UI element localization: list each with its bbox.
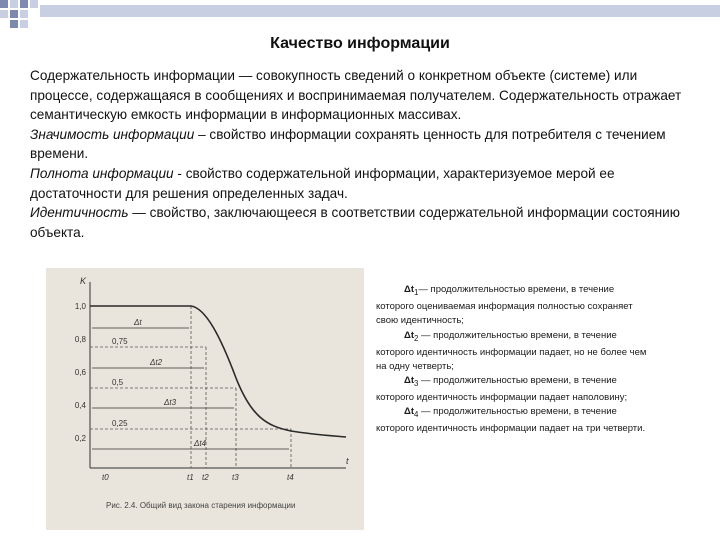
legend-text: — продолжительностью времени, в течение которого идентичность информации падает, но не более чем на одну четверть; (376, 329, 647, 372)
definition-significance: – свойство информации сохранять ценность для потребителя с течением времени. (30, 126, 666, 162)
deco-square-light-4 (20, 10, 28, 18)
x-axis-label: t (346, 456, 349, 466)
deco-square-light-3 (0, 10, 8, 18)
paragraph-content: Содержательность информации — совокупность сведений о конкретном объекте (системе) или процессе, содержащаяся в сообщениях и воспринимаемая получателем. Содержательность отражает семантическую емкость информации в информационных массивах. (30, 68, 682, 123)
y-tick-label: 0,8 (74, 335, 86, 344)
figure-background (46, 268, 364, 530)
deco-square-light-1 (10, 0, 18, 8)
x-tick-label: t1 (187, 473, 194, 482)
body-text (30, 66, 698, 242)
interval-label: Δt (134, 318, 142, 327)
term-completeness: Полнота информации (30, 165, 174, 181)
deco-square-light-2 (30, 0, 38, 8)
deco-square-light-5 (20, 20, 28, 28)
term-significance: Значимость информации (30, 126, 195, 142)
deco-square-dark-2 (20, 0, 28, 8)
deco-bar (40, 5, 720, 17)
slide-title: Качество информации (270, 35, 450, 52)
paragraph-significance (30, 125, 698, 164)
x-tick-label: t0 (102, 473, 109, 482)
legend-symbol: Δt (404, 284, 414, 295)
legend (376, 283, 651, 437)
definition-identity: — свойство, заключающееся в соответствии содержательной информации состоянию объекта. (30, 205, 680, 240)
x-tick-label: t2 (202, 473, 209, 482)
legend-text: — продолжительностью времени, в течение которого оцениваемая информация полностью сохраняет свою идентичность; (376, 284, 633, 327)
deco-square-dark-1 (0, 0, 8, 8)
definition-completeness: - свойство содержательной информации, характеризуемое мерой ее достаточности для решения определенных задач. (30, 165, 615, 201)
figure-caption: Рис. 2.4. Общий вид закона старения информации (106, 501, 296, 510)
level-label: 0,75 (112, 337, 128, 346)
legend-subscript: 1 (414, 287, 419, 297)
term-identity: Идентичность (30, 205, 129, 221)
deco-square-dark-3 (10, 10, 18, 18)
x-tick-label: t4 (287, 473, 294, 482)
y-tick-label: 0,6 (74, 368, 86, 377)
paragraph-completeness (30, 164, 698, 203)
y-axis-label: K (79, 276, 86, 286)
legend-symbol: Δt (404, 375, 414, 386)
legend-text: — продолжительностью времени, в течение которого идентичность информации падает наполовину; (376, 375, 628, 404)
legend-subscript: 4 (414, 410, 419, 420)
aging-chart (46, 268, 364, 530)
paragraph-identity (30, 203, 698, 242)
interval-label: Δt3 (164, 398, 177, 407)
deco-square-dark-4 (10, 20, 18, 28)
level-label: 0,5 (112, 378, 124, 387)
level-label: 0,25 (112, 419, 128, 428)
legend-text: — продолжительностью времени, в течение которого идентичность информации падает на три четверти. (376, 406, 646, 435)
legend-subscript: 3 (414, 378, 419, 388)
legend-symbol: Δt (404, 406, 414, 418)
x-tick-label: t3 (232, 473, 239, 482)
y-tick-label: 0,2 (74, 434, 86, 443)
legend-symbol: Δt (404, 329, 414, 341)
legend-entry (376, 283, 651, 329)
interval-label: Δt2 (150, 358, 163, 367)
interval-label: Δt4 (194, 439, 207, 448)
legend-entry (376, 405, 651, 436)
legend-entry (376, 374, 651, 405)
legend-subscript: 2 (414, 333, 419, 343)
legend-entry (376, 329, 651, 375)
y-tick-label: 0,4 (74, 401, 86, 410)
y-tick-label: 1,0 (74, 302, 86, 311)
